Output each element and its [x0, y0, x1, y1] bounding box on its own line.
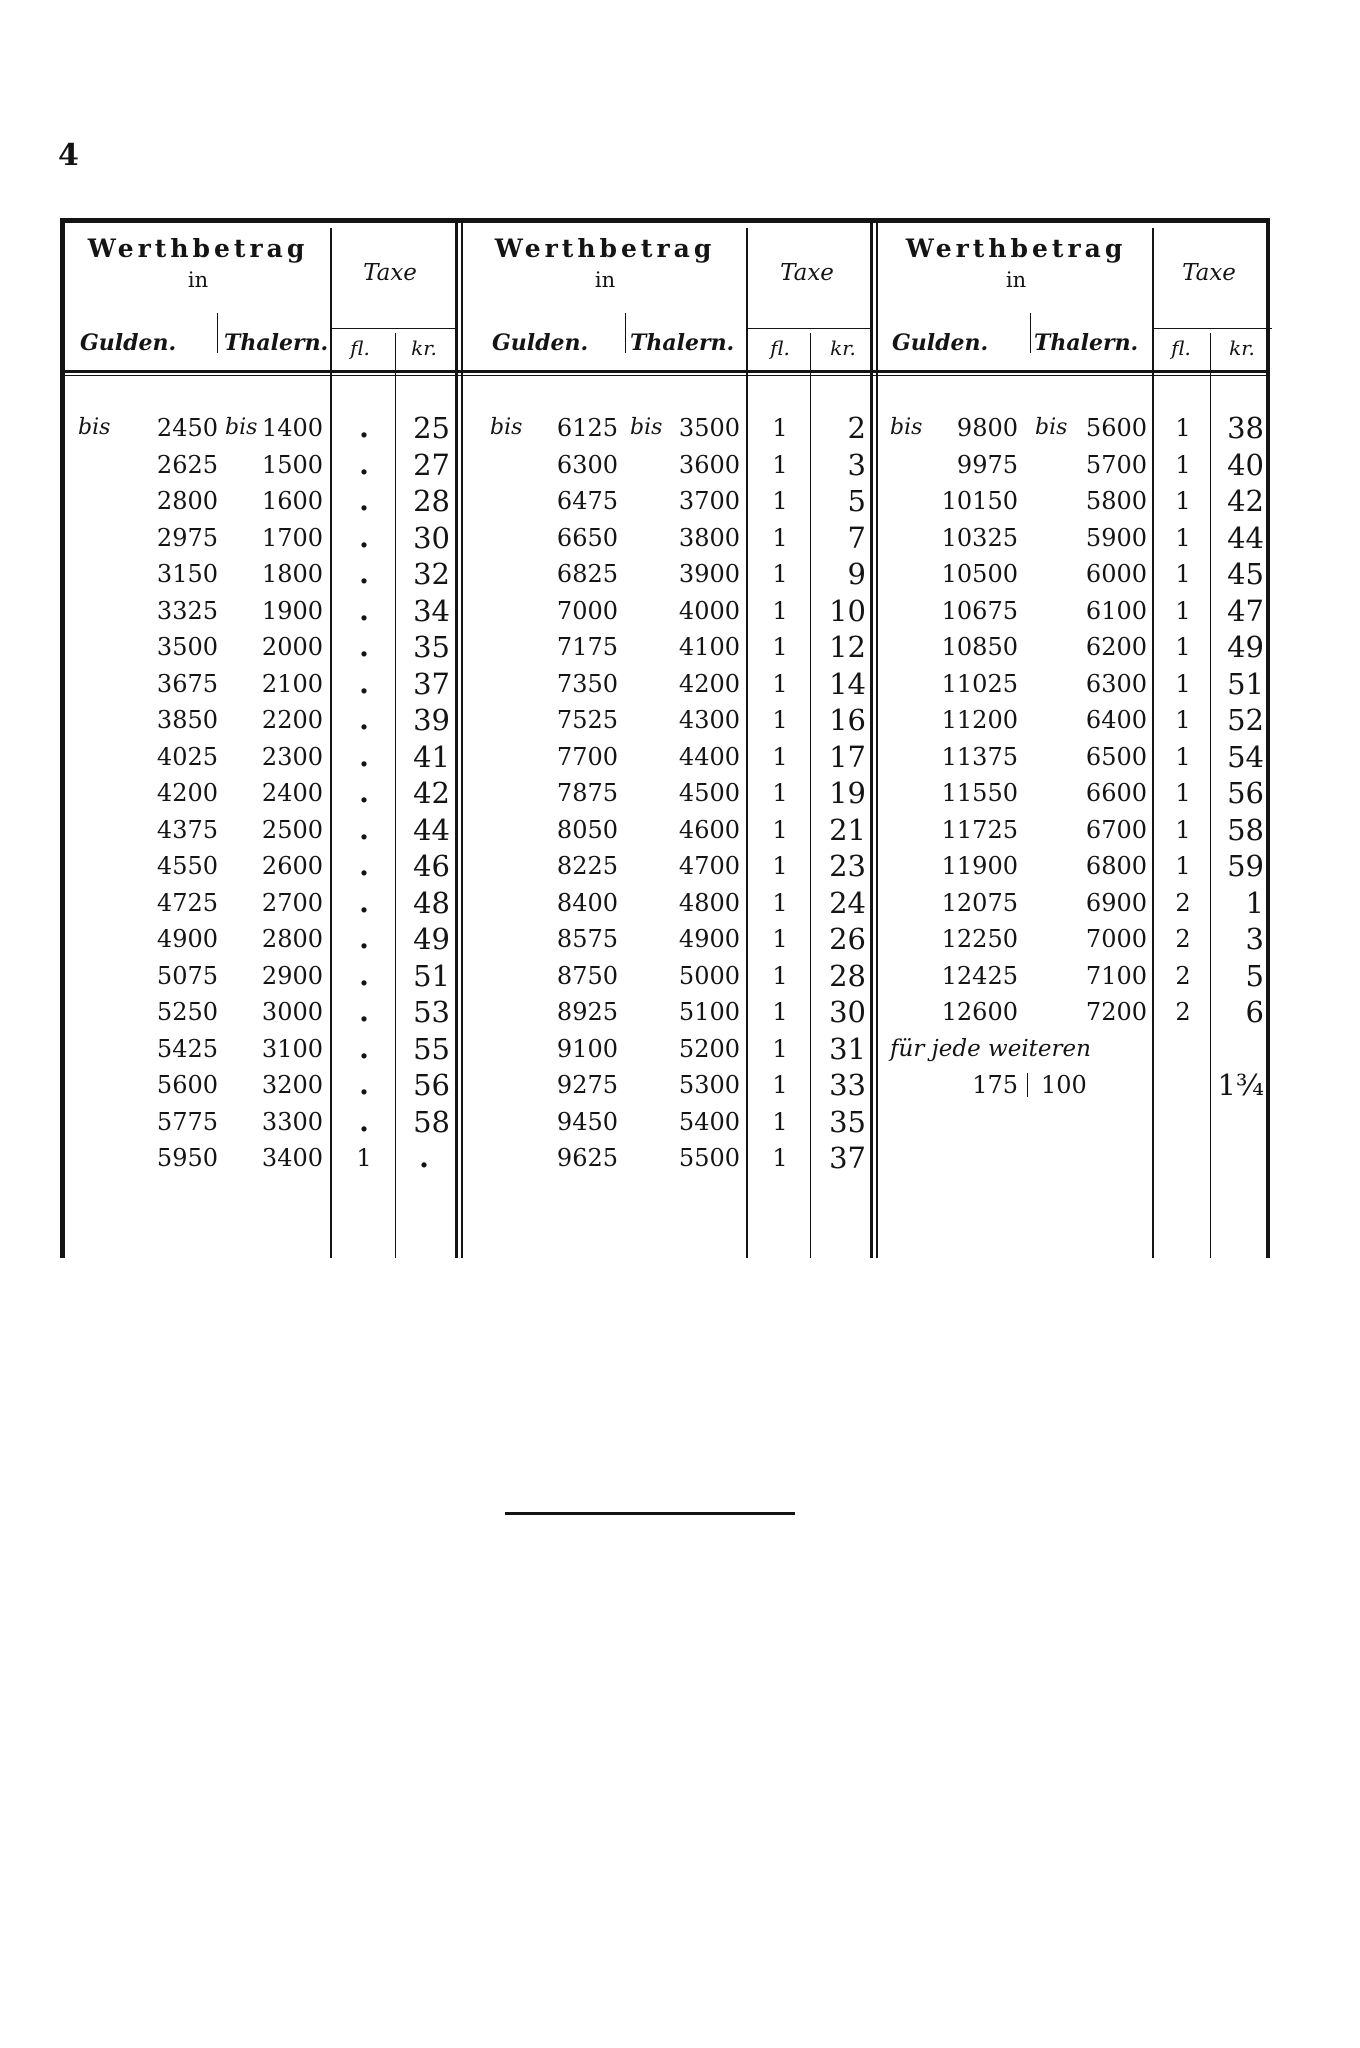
- fl-value: 1: [1175, 523, 1191, 552]
- kr-value: 12: [829, 630, 866, 664]
- gulden-value: 4025: [156, 742, 218, 771]
- kr-value: 17: [829, 739, 866, 774]
- gulden-value: 11900: [941, 852, 1018, 880]
- thalern-value: 2300: [261, 742, 323, 771]
- thalern-value: 4500: [678, 779, 740, 807]
- column-header-fl: fl.: [350, 336, 370, 360]
- gulden-value: 3675: [156, 669, 218, 698]
- thalern-value: 3200: [261, 1071, 323, 1099]
- column-title-werthbetrag: Werthbetrag: [905, 234, 1127, 263]
- thalern-value: 2600: [261, 852, 323, 880]
- gulden-value: 7700: [556, 742, 618, 771]
- fl-value: 1: [772, 925, 788, 953]
- gulden-value: 5600: [156, 1071, 218, 1099]
- kr-value: 16: [829, 703, 866, 737]
- kr-value: 59: [1227, 849, 1264, 883]
- kr-value: 53: [413, 995, 450, 1029]
- fl-value: 1: [1175, 596, 1191, 625]
- fl-value: 2: [1175, 961, 1191, 990]
- column-header-thalern: Thalern.: [630, 330, 735, 356]
- column-title-taxe: Taxe: [363, 260, 417, 286]
- gulden-value: 5075: [156, 961, 218, 990]
- extra-kr-value: 1¾: [1217, 1068, 1264, 1102]
- gulden-value: 9275: [556, 1071, 618, 1099]
- thalern-value: 6500: [1085, 742, 1147, 771]
- gulden-value: 4200: [156, 779, 218, 807]
- kr-value: 52: [1227, 703, 1264, 737]
- kr-value: 14: [829, 666, 866, 701]
- top-rule: [60, 218, 1270, 223]
- kr-value: 48: [413, 885, 450, 920]
- fl-value: .: [359, 1031, 369, 1065]
- fl-value: .: [359, 557, 369, 590]
- kr-value: 45: [1227, 557, 1264, 591]
- kr-value: 5: [1245, 958, 1264, 993]
- column-header-thalern: Thalern.: [224, 330, 329, 356]
- thalern-value: 5400: [678, 1107, 740, 1136]
- kr-value: 37: [829, 1141, 866, 1175]
- thalern-value: 6300: [1085, 669, 1147, 698]
- gulden-value: 7875: [556, 779, 618, 807]
- p2-fl-kr-rule: [810, 333, 811, 1258]
- fl-value: 1: [1175, 487, 1191, 515]
- gulden-value: 6825: [556, 560, 618, 588]
- gulden-value: 9975: [956, 450, 1018, 479]
- gulden-value: 5250: [156, 998, 218, 1026]
- kr-value: 44: [413, 812, 450, 847]
- thalern-value: 2200: [261, 706, 323, 734]
- kr-value: 28: [829, 958, 866, 993]
- column-title-in: in: [594, 268, 616, 292]
- extra-label: für jede weiteren: [890, 1035, 1091, 1062]
- kr-value: 34: [413, 593, 450, 628]
- kr-value: 44: [1227, 520, 1264, 555]
- p2-gt-rule: [625, 313, 626, 353]
- thalern-value: 6900: [1085, 888, 1147, 917]
- thalern-value: 3600: [678, 450, 740, 479]
- gulden-value: 11725: [941, 815, 1018, 844]
- kr-value: 21: [829, 812, 866, 847]
- thalern-value: 2500: [261, 815, 323, 844]
- fl-value: 1: [772, 815, 788, 844]
- gulden-value: 5950: [156, 1144, 218, 1172]
- gulden-value: 10850: [941, 633, 1018, 661]
- fl-value: 1: [1175, 450, 1191, 479]
- bis-label-gulden: bis: [78, 415, 111, 440]
- fl-value: 1: [356, 1144, 372, 1172]
- fl-value: .: [359, 849, 369, 882]
- kr-value: 3: [847, 447, 866, 482]
- kr-value: 7: [847, 520, 866, 555]
- fl-value: 1: [1175, 414, 1191, 442]
- kr-value: 24: [829, 885, 866, 920]
- fl-value: 1: [772, 450, 788, 479]
- fl-value: .: [359, 776, 369, 809]
- p2-t-fl-rule: [746, 228, 748, 1258]
- kr-value: 27: [413, 447, 450, 482]
- fl-value: 1: [772, 487, 788, 515]
- p3-t-fl-rule: [1152, 228, 1154, 1258]
- p1-t-fl-rule: [330, 228, 332, 1258]
- gulden-value: 3850: [156, 706, 218, 734]
- page-number: 4: [58, 138, 79, 173]
- thalern-value: 6600: [1085, 779, 1147, 807]
- kr-value: 39: [413, 703, 450, 737]
- gulden-value: 4725: [156, 888, 218, 917]
- left-border-rule: [60, 218, 65, 1258]
- fl-value: 1: [772, 888, 788, 917]
- column-title-werthbetrag: Werthbetrag: [494, 234, 716, 263]
- kr-value: 31: [829, 1031, 866, 1066]
- gulden-value: 8225: [556, 852, 618, 880]
- column-header-fl: fl.: [1171, 336, 1191, 360]
- gulden-value: 9625: [556, 1144, 618, 1172]
- fl-value: 1: [772, 961, 788, 990]
- kr-value: 38: [1227, 411, 1264, 445]
- fl-value: 1: [772, 669, 788, 698]
- gulden-value: 7000: [556, 596, 618, 625]
- gulden-value: 8050: [556, 815, 618, 844]
- fl-value: 1: [772, 852, 788, 880]
- gulden-value: 7525: [556, 706, 618, 734]
- kr-value: 37: [413, 666, 450, 701]
- gulden-value: 8925: [556, 998, 618, 1026]
- kr-value: 40: [1227, 447, 1264, 482]
- fl-value: 1: [1175, 815, 1191, 844]
- kr-value: 5: [847, 484, 866, 518]
- column-title-in: in: [1005, 268, 1027, 292]
- kr-value: 51: [413, 958, 450, 993]
- column-header-fl: fl.: [770, 336, 790, 360]
- fl-value: .: [359, 703, 369, 736]
- fl-value: 2: [1175, 888, 1191, 917]
- kr-value: 56: [413, 1068, 450, 1102]
- kr-value: 49: [1227, 630, 1264, 664]
- kr-value: 35: [829, 1104, 866, 1139]
- fl-value: 1: [1175, 633, 1191, 661]
- kr-value: 32: [413, 557, 450, 591]
- gulden-value: 10150: [941, 487, 1018, 515]
- fl-value: 1: [1175, 852, 1191, 880]
- p3-gt-rule: [1030, 313, 1031, 353]
- thalern-value: 3700: [678, 487, 740, 515]
- fl-value: .: [359, 995, 369, 1028]
- gulden-value: 7350: [556, 669, 618, 698]
- thalern-value: 3000: [261, 998, 323, 1026]
- gulden-value: 6650: [556, 523, 618, 552]
- gulden-value: 8400: [556, 888, 618, 917]
- gulden-value: 12600: [941, 998, 1018, 1026]
- column-header-gulden: Gulden.: [892, 330, 989, 356]
- bis-label-gulden: bis: [490, 415, 523, 440]
- thalern-value: 5300: [678, 1071, 740, 1099]
- kr-value: 10: [829, 593, 866, 628]
- gulden-value: 2625: [156, 450, 218, 479]
- gulden-value: 6475: [556, 487, 618, 515]
- fl-value: .: [359, 411, 369, 444]
- thalern-value: 4900: [678, 925, 740, 953]
- thalern-value: 5500: [678, 1144, 740, 1172]
- thalern-value: 6700: [1085, 815, 1147, 844]
- thalern-value: 2000: [261, 633, 323, 661]
- column-title-werthbetrag: Werthbetrag: [87, 234, 309, 263]
- gulden-value: 3150: [156, 560, 218, 588]
- fl-value: .: [359, 630, 369, 663]
- thalern-value: 4200: [678, 669, 740, 698]
- p1-fl-kr-rule: [395, 333, 396, 1258]
- extra-gulden-value: 175: [972, 1071, 1018, 1099]
- kr-value: 35: [413, 630, 450, 664]
- fl-value: 1: [772, 1034, 788, 1063]
- extra-thalern-value: 100: [1041, 1071, 1087, 1099]
- column-header-kr: kr.: [1229, 336, 1255, 360]
- kr-value: 26: [829, 922, 866, 956]
- gulden-value: 10325: [941, 523, 1018, 552]
- gulden-value: 11200: [941, 706, 1018, 734]
- kr-value: 58: [1227, 812, 1264, 847]
- fl-value: 1: [1175, 560, 1191, 588]
- gulden-value: 11550: [941, 779, 1018, 807]
- thalern-value: 4700: [678, 852, 740, 880]
- fl-value: 1: [772, 1144, 788, 1172]
- column-header-gulden: Gulden.: [492, 330, 589, 356]
- kr-value: 33: [829, 1068, 866, 1102]
- gulden-value: 10500: [941, 560, 1018, 588]
- fl-value: .: [359, 666, 369, 700]
- taxe-rule-2: [746, 328, 871, 329]
- fl-value: 1: [772, 1071, 788, 1099]
- fl-value: 1: [1175, 742, 1191, 771]
- fl-value: .: [359, 812, 369, 846]
- fl-value: .: [359, 520, 369, 554]
- gulden-value: 9100: [556, 1034, 618, 1063]
- fl-value: .: [359, 484, 369, 517]
- thalern-value: 2900: [261, 961, 323, 990]
- kr-value: 42: [1227, 484, 1264, 518]
- end-rule: [505, 1512, 795, 1515]
- gulden-value: 11375: [941, 742, 1018, 771]
- right-border-rule: [1266, 218, 1270, 1258]
- gulden-value: 4900: [156, 925, 218, 953]
- kr-value: 25: [413, 411, 450, 445]
- gulden-value: 3500: [156, 633, 218, 661]
- thalern-value: 5600: [1085, 414, 1147, 442]
- fl-value: 1: [772, 633, 788, 661]
- kr-value: 30: [829, 995, 866, 1029]
- thalern-value: 3400: [261, 1144, 323, 1172]
- kr-value: 58: [413, 1104, 450, 1139]
- gulden-value: 2450: [156, 414, 218, 442]
- gulden-value: 12250: [941, 925, 1018, 953]
- taxe-rule-1: [330, 328, 455, 329]
- column-title-taxe: Taxe: [780, 260, 834, 286]
- thalern-value: 5100: [678, 998, 740, 1026]
- gulden-value: 2975: [156, 523, 218, 552]
- thalern-value: 1400: [261, 414, 323, 442]
- gulden-value: 8750: [556, 961, 618, 990]
- kr-value: 54: [1227, 739, 1264, 774]
- kr-value: 51: [1227, 666, 1264, 701]
- thalern-value: 5700: [1085, 450, 1147, 479]
- kr-value: 19: [829, 776, 866, 810]
- gulden-value: 2800: [156, 487, 218, 515]
- gulden-value: 9450: [556, 1107, 618, 1136]
- gulden-value: 5425: [156, 1034, 218, 1063]
- thalern-value: 4000: [678, 596, 740, 625]
- kr-value: 6: [1245, 995, 1264, 1029]
- kr-value: 28: [413, 484, 450, 518]
- kr-value: 1: [1245, 885, 1264, 920]
- fl-value: .: [359, 447, 369, 481]
- kr-value: 55: [413, 1031, 450, 1066]
- column-title-taxe: Taxe: [1182, 260, 1236, 286]
- thalern-value: 2800: [261, 925, 323, 953]
- kr-value: 49: [413, 922, 450, 956]
- fl-value: 2: [1175, 925, 1191, 953]
- fl-value: 1: [1175, 706, 1191, 734]
- bis-label-thalern: bis: [225, 415, 258, 440]
- column-header-gulden: Gulden.: [80, 330, 177, 356]
- fl-value: .: [359, 958, 369, 992]
- gulden-value: 8575: [556, 925, 618, 953]
- extra-separator-rule: [1027, 1073, 1028, 1097]
- thalern-value: 7000: [1085, 925, 1147, 953]
- gulden-value: 6125: [556, 414, 618, 442]
- column-title-in: in: [187, 268, 209, 292]
- p1-right-rule-2: [461, 218, 463, 1258]
- fl-value: 1: [772, 523, 788, 552]
- gulden-value: 6300: [556, 450, 618, 479]
- thalern-value: 4600: [678, 815, 740, 844]
- tariff-table: [40, 218, 1280, 1260]
- kr-value: 47: [1227, 593, 1264, 628]
- thalern-value: 1500: [261, 450, 323, 479]
- bis-label-thalern: bis: [630, 415, 663, 440]
- fl-value: 1: [772, 706, 788, 734]
- column-header-kr: kr.: [411, 336, 437, 360]
- thalern-value: 5000: [678, 961, 740, 990]
- thalern-value: 6000: [1085, 560, 1147, 588]
- fl-value: 1: [772, 1107, 788, 1136]
- fl-value: 1: [772, 596, 788, 625]
- gulden-value: 11025: [941, 669, 1018, 698]
- thalern-value: 6100: [1085, 596, 1147, 625]
- kr-value: 3: [1245, 922, 1264, 956]
- fl-value: 1: [772, 560, 788, 588]
- column-header-kr: kr.: [830, 336, 856, 360]
- bis-label-gulden: bis: [890, 415, 923, 440]
- column-header-thalern: Thalern.: [1034, 330, 1139, 356]
- kr-value: .: [419, 1141, 429, 1174]
- thalern-value: 3300: [261, 1107, 323, 1136]
- thalern-value: 5800: [1085, 487, 1147, 515]
- fl-value: .: [359, 739, 369, 773]
- thalern-value: 7100: [1085, 961, 1147, 990]
- thalern-value: 5900: [1085, 523, 1147, 552]
- gulden-value: 10675: [941, 596, 1018, 625]
- thalern-value: 2700: [261, 888, 323, 917]
- kr-value: 23: [829, 849, 866, 883]
- thalern-value: 5200: [678, 1034, 740, 1063]
- thalern-value: 6400: [1085, 706, 1147, 734]
- fl-value: 2: [1175, 998, 1191, 1026]
- fl-value: 1: [772, 998, 788, 1026]
- thalern-value: 6200: [1085, 633, 1147, 661]
- p1-right-rule: [455, 218, 458, 1258]
- gulden-value: 9800: [956, 414, 1018, 442]
- header-bottom-rule: [60, 370, 1270, 373]
- fl-value: 1: [1175, 669, 1191, 698]
- gulden-value: 5775: [156, 1107, 218, 1136]
- thalern-value: 4800: [678, 888, 740, 917]
- p1-gt-rule: [217, 313, 218, 353]
- fl-value: .: [359, 922, 369, 955]
- gulden-value: 4550: [156, 852, 218, 880]
- fl-value: .: [359, 885, 369, 919]
- fl-value: .: [359, 1068, 369, 1101]
- gulden-value: 12075: [941, 888, 1018, 917]
- taxe-rule-3: [1152, 328, 1272, 329]
- thalern-value: 6800: [1085, 852, 1147, 880]
- thalern-value: 7200: [1085, 998, 1147, 1026]
- thalern-value: 4100: [678, 633, 740, 661]
- fl-value: .: [359, 1104, 369, 1138]
- thalern-value: 1800: [261, 560, 323, 588]
- kr-value: 30: [413, 520, 450, 555]
- gulden-value: 7175: [556, 633, 618, 661]
- p2-right-rule: [870, 218, 873, 1258]
- kr-value: 2: [847, 411, 866, 445]
- thalern-value: 4400: [678, 742, 740, 771]
- thalern-value: 1600: [261, 487, 323, 515]
- thalern-value: 1900: [261, 596, 323, 625]
- fl-value: .: [359, 593, 369, 627]
- fl-value: 1: [772, 414, 788, 442]
- thalern-value: 3100: [261, 1034, 323, 1063]
- p2-right-rule-2: [876, 218, 878, 1258]
- kr-value: 56: [1227, 776, 1264, 810]
- kr-value: 42: [413, 776, 450, 810]
- kr-value: 46: [413, 849, 450, 883]
- thalern-value: 2400: [261, 779, 323, 807]
- fl-value: 1: [1175, 779, 1191, 807]
- fl-value: 1: [772, 779, 788, 807]
- p3-fl-kr-rule: [1210, 333, 1211, 1258]
- fl-value: 1: [772, 742, 788, 771]
- thalern-value: 4300: [678, 706, 740, 734]
- gulden-value: 4375: [156, 815, 218, 844]
- thalern-value: 2100: [261, 669, 323, 698]
- kr-value: 9: [847, 557, 866, 591]
- thalern-value: 1700: [261, 523, 323, 552]
- thalern-value: 3900: [678, 560, 740, 588]
- gulden-value: 12425: [941, 961, 1018, 990]
- thalern-value: 3500: [678, 414, 740, 442]
- header-bottom-rule-2: [60, 375, 1270, 376]
- kr-value: 41: [413, 739, 450, 774]
- gulden-value: 3325: [156, 596, 218, 625]
- bis-label-thalern: bis: [1035, 415, 1068, 440]
- thalern-value: 3800: [678, 523, 740, 552]
